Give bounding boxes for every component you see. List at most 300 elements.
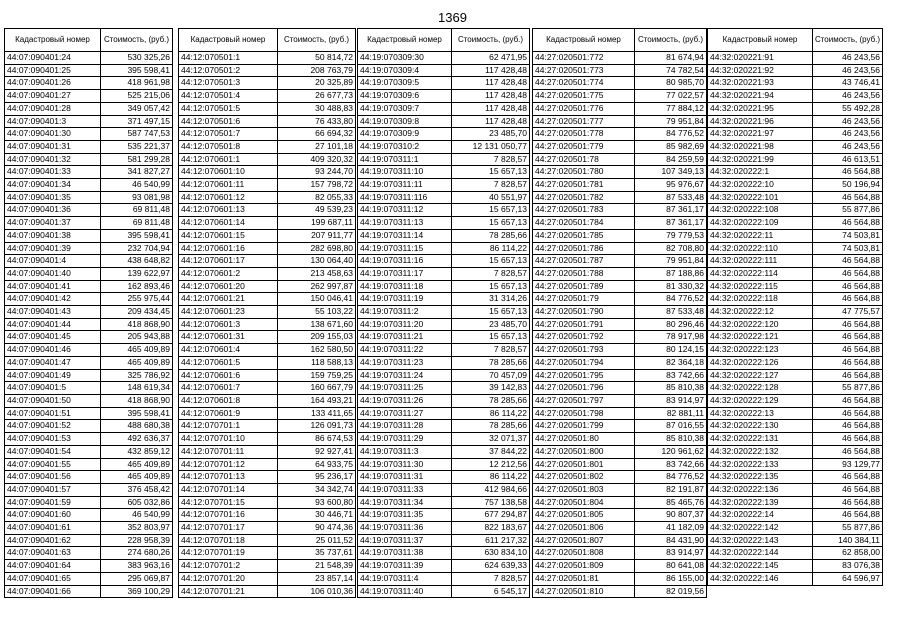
cost-cell: 465 409,89: [101, 471, 173, 484]
table-row: [5, 280, 173, 293]
table-row: [708, 280, 883, 293]
cadastral-number-cell: 44:19:070311:38: [358, 547, 452, 560]
cost-cell: 15 657,13: [452, 280, 530, 293]
cadastral-number-cell: 44:19:070311:39: [358, 560, 452, 573]
table-row: [358, 318, 530, 331]
cost-cell: 55 492,28: [813, 102, 883, 115]
cadastral-number-cell: 44:27:020501:799: [533, 420, 635, 433]
table-row: [358, 344, 530, 357]
cadastral-number-cell: 44:19:070311:10: [358, 166, 452, 179]
cost-cell: 624 639,33: [452, 560, 530, 573]
cost-cell: 66 694,32: [278, 128, 356, 141]
cadastral-number-cell: 44:32:020221:95: [708, 102, 813, 115]
table-row: [5, 509, 173, 522]
cadastral-number-cell: 44:12:070601:5: [179, 356, 278, 369]
cadastral-number-cell: 44:19:070311:1: [358, 153, 452, 166]
cadastral-number-cell: 44:12:070501:2: [179, 64, 278, 77]
cost-cell: 164 493,21: [278, 394, 356, 407]
cadastral-number-cell: 44:32:020222:145: [708, 560, 813, 573]
table-row: [5, 433, 173, 446]
cadastral-number-cell: 44:32:020222:143: [708, 534, 813, 547]
cost-cell: 95 976,67: [635, 179, 707, 192]
cadastral-table-2: [178, 28, 356, 598]
cadastral-number-cell: 44:32:020222:127: [708, 369, 813, 382]
cadastral-number-cell: 44:27:020501:781: [533, 179, 635, 192]
cost-cell: 41 182,09: [635, 522, 707, 535]
table-row: [5, 64, 173, 77]
cost-cell: 49 539,23: [278, 204, 356, 217]
table-row: [708, 217, 883, 230]
cost-cell: 21 548,39: [278, 560, 356, 573]
table-row: [533, 153, 707, 166]
cadastral-number-cell: 44:27:020501:803: [533, 483, 635, 496]
table-row: [708, 344, 883, 357]
cost-cell: 77 022,57: [635, 90, 707, 103]
table-row: [5, 394, 173, 407]
cadastral-number-cell: 44:07:090401:42: [5, 293, 101, 306]
cost-cell: 23 857,14: [278, 572, 356, 585]
table-row: [5, 356, 173, 369]
table-row: [179, 471, 356, 484]
cadastral-number-cell: 44:32:020222:14: [708, 509, 813, 522]
cost-cell: 69 811,48: [101, 217, 173, 230]
cost-cell: 34 342,74: [278, 483, 356, 496]
cost-cell: 46 564,88: [813, 280, 883, 293]
cadastral-number-cell: 44:19:070311:17: [358, 267, 452, 280]
cadastral-number-cell: 44:07:090401:30: [5, 128, 101, 141]
cost-cell: 371 497,15: [101, 115, 173, 128]
cadastral-number-cell: 44:07:090401:50: [5, 394, 101, 407]
cadastral-number-cell: 44:19:070309:6: [358, 90, 452, 103]
cadastral-number-cell: 44:07:090401:24: [5, 52, 101, 65]
cost-cell: 107 349,13: [635, 166, 707, 179]
cost-cell: 78 917,98: [635, 331, 707, 344]
cost-cell: 78 285,66: [452, 356, 530, 369]
cost-cell: 418 868,90: [101, 394, 173, 407]
cost-cell: 157 798,72: [278, 179, 356, 192]
cadastral-number-cell: 44:27:020501:779: [533, 140, 635, 153]
table-row: [358, 369, 530, 382]
table-row: [358, 585, 530, 598]
cadastral-number-cell: 44:27:020501:81: [533, 572, 635, 585]
cost-cell: 140 384,11: [813, 534, 883, 547]
table-row: [533, 255, 707, 268]
table-row: [358, 90, 530, 103]
table-row: [179, 509, 356, 522]
table-row: [533, 585, 707, 598]
cost-cell: 46 564,88: [813, 293, 883, 306]
cost-cell: 262 997,87: [278, 280, 356, 293]
cost-cell: 160 667,79: [278, 382, 356, 395]
cost-cell: 79 779,53: [635, 229, 707, 242]
table-row: [358, 115, 530, 128]
cost-cell: 492 636,37: [101, 433, 173, 446]
cost-cell: 369 100,29: [101, 585, 173, 598]
cadastral-number-cell: 44:12:070601:3: [179, 318, 278, 331]
cost-cell: 159 759,25: [278, 369, 356, 382]
cost-cell: 85 465,76: [635, 496, 707, 509]
cost-cell: 376 458,42: [101, 483, 173, 496]
cadastral-number-cell: 44:27:020501:773: [533, 64, 635, 77]
cadastral-number-cell: 44:07:090401:36: [5, 204, 101, 217]
cadastral-number-cell: 44:07:090401:39: [5, 242, 101, 255]
cadastral-number-cell: 44:07:090401:55: [5, 458, 101, 471]
cost-cell: 15 657,13: [452, 166, 530, 179]
table-row: [5, 534, 173, 547]
cadastral-number-cell: 44:32:020222:1: [708, 166, 813, 179]
table-row: [358, 306, 530, 319]
table-row: [5, 420, 173, 433]
cadastral-number-cell: 44:12:070601:8: [179, 394, 278, 407]
table-row: [533, 318, 707, 331]
table-row: [358, 471, 530, 484]
table-row: [358, 191, 530, 204]
cadastral-number-cell: 44:19:070309:7: [358, 102, 452, 115]
table-row: [5, 229, 173, 242]
cadastral-number-cell: 44:12:070501:3: [179, 77, 278, 90]
cadastral-number-cell: 44:12:070701:19: [179, 547, 278, 560]
table-row: [5, 293, 173, 306]
table-row: [533, 179, 707, 192]
table-row: [533, 128, 707, 141]
cadastral-number-cell: 44:12:070601:15: [179, 229, 278, 242]
cost-cell: 62 858,00: [813, 547, 883, 560]
cadastral-number-cell: 44:32:020222:146: [708, 572, 813, 585]
table-row: [533, 356, 707, 369]
table-row: [708, 382, 883, 395]
table-row: [179, 77, 356, 90]
cadastral-number-cell: 44:07:090401:49: [5, 369, 101, 382]
cost-cell: 162 893,46: [101, 280, 173, 293]
cadastral-number-cell: 44:07:090401:44: [5, 318, 101, 331]
cost-cell: 69 811,48: [101, 204, 173, 217]
cadastral-number-cell: 44:27:020501:806: [533, 522, 635, 535]
table-row: [5, 52, 173, 65]
cost-cell: 46 564,88: [813, 344, 883, 357]
cost-cell: 117 428,48: [452, 90, 530, 103]
cadastral-number-cell: 44:19:070311:2: [358, 306, 452, 319]
table-row: [533, 115, 707, 128]
table-row: [708, 267, 883, 280]
table-row: [358, 52, 530, 65]
table-row: [533, 77, 707, 90]
table-row: [533, 458, 707, 471]
table-row: [533, 140, 707, 153]
cost-cell: 46 243,56: [813, 115, 883, 128]
table-row: [179, 102, 356, 115]
table-row: [358, 560, 530, 573]
table-row: [358, 382, 530, 395]
cost-cell: 82 019,56: [635, 585, 707, 598]
cadastral-number-cell: 44:19:070309:9: [358, 128, 452, 141]
cadastral-number-cell: 44:32:020221:97: [708, 128, 813, 141]
table-row: [708, 255, 883, 268]
cadastral-number-cell: 44:07:090401:32: [5, 153, 101, 166]
table-row: [5, 306, 173, 319]
cadastral-number-cell: 44:27:020501:793: [533, 344, 635, 357]
cost-cell: 82 881,11: [635, 407, 707, 420]
cost-cell: 92 927,41: [278, 445, 356, 458]
cadastral-number-cell: 44:32:020222:109: [708, 217, 813, 230]
table-row: [358, 496, 530, 509]
table-row: [708, 229, 883, 242]
cost-cell: 46 564,88: [813, 166, 883, 179]
header-cost: Стоимость, (руб.): [813, 29, 883, 52]
cost-cell: 587 747,53: [101, 128, 173, 141]
cadastral-number-cell: 44:07:090401:66: [5, 585, 101, 598]
cost-cell: 465 409,89: [101, 356, 173, 369]
table-row: [708, 547, 883, 560]
table-row: [358, 483, 530, 496]
table-row: [5, 445, 173, 458]
page-number: 1369: [438, 10, 467, 25]
cadastral-number-cell: 44:27:020501:785: [533, 229, 635, 242]
cadastral-number-cell: 44:07:090401:57: [5, 483, 101, 496]
cadastral-number-cell: 44:32:020222:118: [708, 293, 813, 306]
table-row: [533, 433, 707, 446]
cost-cell: 418 961,98: [101, 77, 173, 90]
cadastral-number-cell: 44:12:070501:4: [179, 90, 278, 103]
cost-cell: 46 564,88: [813, 394, 883, 407]
cadastral-number-cell: 44:12:070601:31: [179, 331, 278, 344]
table-row: [358, 217, 530, 230]
cadastral-number-cell: 44:12:070501:5: [179, 102, 278, 115]
cadastral-number-cell: 44:19:070311:22: [358, 344, 452, 357]
table-row: [708, 102, 883, 115]
table-row: [358, 534, 530, 547]
table-row: [708, 509, 883, 522]
cadastral-number-cell: 44:19:070311:116: [358, 191, 452, 204]
cadastral-number-cell: 44:12:070701:2: [179, 560, 278, 573]
cadastral-number-cell: 44:27:020501:808: [533, 547, 635, 560]
cost-cell: 274 680,26: [101, 547, 173, 560]
cadastral-number-cell: 44:27:020501:807: [533, 534, 635, 547]
table-row: [5, 331, 173, 344]
cost-cell: 86 114,22: [452, 407, 530, 420]
cost-cell: 39 142,83: [452, 382, 530, 395]
table-row: [358, 64, 530, 77]
table-row: [533, 394, 707, 407]
cost-cell: 535 221,37: [101, 140, 173, 153]
cadastral-number-cell: 44:19:070311:28: [358, 420, 452, 433]
cost-cell: 87 533,48: [635, 306, 707, 319]
cadastral-number-cell: 44:27:020501:790: [533, 306, 635, 319]
table-row: [358, 128, 530, 141]
cost-cell: 50 814,72: [278, 52, 356, 65]
cost-cell: 46 564,88: [813, 445, 883, 458]
table-row: [708, 293, 883, 306]
cost-cell: 84 259,59: [635, 153, 707, 166]
cost-cell: 32 071,37: [452, 433, 530, 446]
table-row: [5, 458, 173, 471]
cadastral-number-cell: 44:19:070311:31: [358, 471, 452, 484]
cadastral-number-cell: 44:27:020501:791: [533, 318, 635, 331]
cadastral-number-cell: 44:32:020221:93: [708, 77, 813, 90]
cost-cell: 199 687,11: [278, 217, 356, 230]
cadastral-number-cell: 44:07:090401:35: [5, 191, 101, 204]
table-row: [533, 267, 707, 280]
table-row: [533, 306, 707, 319]
cadastral-number-cell: 44:12:070701:20: [179, 572, 278, 585]
table-row: [179, 382, 356, 395]
table-row: [533, 242, 707, 255]
cost-cell: 530 325,26: [101, 52, 173, 65]
table-row: [708, 420, 883, 433]
table-row: [179, 191, 356, 204]
cadastral-number-cell: 44:32:020222:114: [708, 267, 813, 280]
table-row: [179, 369, 356, 382]
table-row: [708, 496, 883, 509]
cadastral-number-cell: 44:19:070311:19: [358, 293, 452, 306]
table-row: [358, 445, 530, 458]
cost-cell: 84 431,90: [635, 534, 707, 547]
cadastral-number-cell: 44:19:070309:30: [358, 52, 452, 65]
cadastral-number-cell: 44:12:070601:1: [179, 153, 278, 166]
cadastral-number-cell: 44:27:020501:776: [533, 102, 635, 115]
header-cadastral-number: Кадастровый номер: [533, 29, 635, 52]
cost-cell: 26 677,73: [278, 90, 356, 103]
cadastral-number-cell: 44:19:070311:23: [358, 356, 452, 369]
cadastral-number-cell: 44:19:070309:4: [358, 64, 452, 77]
table-row: [179, 267, 356, 280]
cost-cell: 341 827,27: [101, 166, 173, 179]
table-row: [179, 572, 356, 585]
cadastral-number-cell: 44:07:090401:53: [5, 433, 101, 446]
table-row: [708, 191, 883, 204]
cadastral-table-1: [4, 28, 173, 598]
cadastral-number-cell: 44:12:070601:16: [179, 242, 278, 255]
cadastral-number-cell: 44:12:070601:20: [179, 280, 278, 293]
cadastral-number-cell: 44:19:070311:20: [358, 318, 452, 331]
cost-cell: 90 474,36: [278, 522, 356, 535]
table-row: [358, 458, 530, 471]
cost-cell: 46 564,88: [813, 407, 883, 420]
cost-cell: 93 600,80: [278, 496, 356, 509]
cadastral-number-cell: 44:32:020221:92: [708, 64, 813, 77]
cadastral-number-cell: 44:07:090401:51: [5, 407, 101, 420]
cost-cell: 78 285,66: [452, 420, 530, 433]
cost-cell: 282 698,80: [278, 242, 356, 255]
table-row: [708, 445, 883, 458]
cost-cell: 80 296,46: [635, 318, 707, 331]
cadastral-number-cell: 44:12:070601:17: [179, 255, 278, 268]
cost-cell: 27 101,18: [278, 140, 356, 153]
cadastral-number-cell: 44:27:020501:801: [533, 458, 635, 471]
cost-cell: 80 641,08: [635, 560, 707, 573]
cadastral-number-cell: 44:19:070311:4: [358, 572, 452, 585]
cost-cell: 7 828,57: [452, 344, 530, 357]
cost-cell: 81 330,32: [635, 280, 707, 293]
cadastral-number-cell: 44:07:090401:34: [5, 179, 101, 192]
cost-cell: 605 032,86: [101, 496, 173, 509]
cadastral-number-cell: 44:32:020222:11: [708, 229, 813, 242]
table-row: [533, 191, 707, 204]
table-row: [179, 229, 356, 242]
cadastral-number-cell: 44:07:090401:45: [5, 331, 101, 344]
table-row: [179, 331, 356, 344]
cadastral-number-cell: 44:32:020222:10: [708, 179, 813, 192]
cost-cell: 118 588,13: [278, 356, 356, 369]
cadastral-number-cell: 44:19:070311:12: [358, 204, 452, 217]
cadastral-number-cell: 44:32:020222:121: [708, 331, 813, 344]
cadastral-number-cell: 44:32:020222:120: [708, 318, 813, 331]
table-row: [5, 318, 173, 331]
cadastral-number-cell: 44:12:070701:10: [179, 433, 278, 446]
table-row: [533, 509, 707, 522]
cost-cell: 87 533,48: [635, 191, 707, 204]
cost-cell: 93 081,98: [101, 191, 173, 204]
cadastral-number-cell: 44:27:020501:796: [533, 382, 635, 395]
table-row: [708, 394, 883, 407]
cost-cell: 46 564,88: [813, 356, 883, 369]
cadastral-number-cell: 44:27:020501:780: [533, 166, 635, 179]
table-row: [179, 394, 356, 407]
cadastral-number-cell: 44:07:090401:37: [5, 217, 101, 230]
table-row: [708, 204, 883, 217]
cadastral-number-cell: 44:32:020222:139: [708, 496, 813, 509]
cadastral-number-cell: 44:19:070311:15: [358, 242, 452, 255]
cost-cell: 30 446,71: [278, 509, 356, 522]
cadastral-table-5: [707, 28, 883, 586]
cadastral-number-cell: 44:12:070601:10: [179, 166, 278, 179]
table-row: [533, 90, 707, 103]
cost-cell: 7 828,57: [452, 153, 530, 166]
cost-cell: 46 540,99: [101, 509, 173, 522]
cost-cell: 395 598,41: [101, 407, 173, 420]
cost-cell: 86 114,22: [452, 242, 530, 255]
table-row: [708, 140, 883, 153]
cadastral-number-cell: 44:27:020501:783: [533, 204, 635, 217]
cost-cell: 46 564,88: [813, 331, 883, 344]
cost-cell: 81 674,94: [635, 52, 707, 65]
cadastral-number-cell: 44:19:070311:18: [358, 280, 452, 293]
cost-cell: 46 540,99: [101, 179, 173, 192]
cost-cell: 139 622,97: [101, 267, 173, 280]
cost-cell: 205 943,88: [101, 331, 173, 344]
cost-cell: 87 016,55: [635, 420, 707, 433]
cost-cell: 87 188,86: [635, 267, 707, 280]
header-cost: Стоимость, (руб.): [101, 29, 173, 52]
cost-cell: 46 243,56: [813, 90, 883, 103]
cost-cell: 84 776,52: [635, 293, 707, 306]
cadastral-number-cell: 44:27:020501:775: [533, 90, 635, 103]
cadastral-number-cell: 44:12:070701:15: [179, 496, 278, 509]
table-row: [708, 534, 883, 547]
table-row: [533, 483, 707, 496]
cadastral-number-cell: 44:19:070311:40: [358, 585, 452, 598]
cost-cell: 46 243,56: [813, 140, 883, 153]
cost-cell: 83 914,97: [635, 394, 707, 407]
cadastral-number-cell: 44:27:020501:802: [533, 471, 635, 484]
table-row: [358, 420, 530, 433]
cost-cell: 84 776,52: [635, 128, 707, 141]
table-row: [533, 204, 707, 217]
cost-cell: 31 314,26: [452, 293, 530, 306]
table-row: [358, 242, 530, 255]
cost-cell: 15 657,13: [452, 331, 530, 344]
table-row: [708, 331, 883, 344]
table-row: [179, 179, 356, 192]
cost-cell: 611 217,32: [452, 534, 530, 547]
table-row: [708, 64, 883, 77]
table-row: [179, 64, 356, 77]
table-row: [708, 90, 883, 103]
table-row: [179, 242, 356, 255]
cost-cell: 83 742,66: [635, 458, 707, 471]
cadastral-number-cell: 44:27:020501:787: [533, 255, 635, 268]
table-row: [179, 344, 356, 357]
table-row: [708, 433, 883, 446]
